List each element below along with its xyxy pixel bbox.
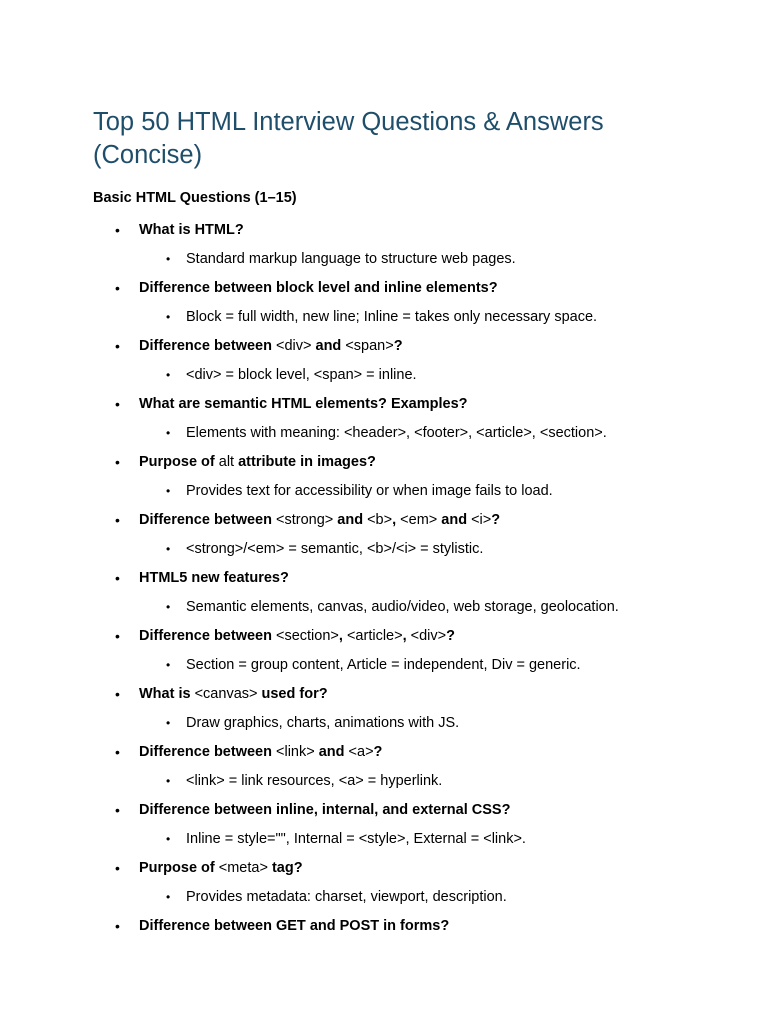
answer-item bbox=[139, 358, 708, 392]
bullet-icon: • bbox=[166, 368, 171, 382]
bullet-icon: • bbox=[115, 686, 120, 702]
question-item bbox=[93, 682, 708, 740]
bullet-icon: • bbox=[166, 716, 171, 730]
answer-text: Inline = style="", Internal = <style>, External = <link>. bbox=[186, 831, 526, 847]
bullet-icon: • bbox=[166, 774, 171, 788]
answer-item bbox=[139, 706, 708, 740]
question-segment: What is HTML? bbox=[139, 222, 244, 238]
bullet-icon: • bbox=[166, 252, 171, 266]
question-segment: alt bbox=[218, 454, 235, 470]
question-segment: <div> bbox=[410, 628, 447, 644]
bullet-icon: • bbox=[115, 802, 120, 818]
question-item bbox=[93, 798, 708, 856]
question-text bbox=[139, 276, 708, 300]
answer-list bbox=[139, 590, 708, 624]
bullet-icon: • bbox=[115, 628, 120, 644]
question-segment: , bbox=[392, 512, 401, 528]
question-segment: and bbox=[333, 512, 368, 528]
bullet-icon: • bbox=[115, 338, 120, 354]
question-segment: Purpose of bbox=[139, 860, 219, 876]
question-text bbox=[139, 566, 708, 590]
question-segment: What are semantic HTML elements? Examples? bbox=[139, 396, 468, 412]
bullet-icon: • bbox=[166, 310, 171, 324]
answer-text: <strong>/<em> = semantic, <b>/<i> = stylistic. bbox=[186, 541, 484, 557]
section-heading: Basic HTML Questions (1–15) bbox=[93, 190, 297, 206]
question-text bbox=[139, 392, 708, 416]
question-segment: ? bbox=[491, 512, 501, 528]
answer-item bbox=[139, 300, 708, 334]
question-segment: <a> bbox=[348, 744, 374, 760]
question-segment: <section> bbox=[276, 628, 339, 644]
question-text bbox=[139, 856, 708, 880]
question-segment: attribute in images? bbox=[234, 454, 376, 470]
answer-item bbox=[139, 648, 708, 682]
answer-text: Block = full width, new line; Inline = takes only necessary space. bbox=[186, 309, 598, 325]
question-text bbox=[139, 334, 708, 358]
bullet-icon: • bbox=[166, 426, 171, 440]
question-segment: Difference between bbox=[139, 628, 276, 644]
answer-item bbox=[139, 822, 708, 856]
question-item bbox=[93, 624, 708, 682]
question-segment: and bbox=[437, 512, 472, 528]
question-segment: <article> bbox=[346, 628, 403, 644]
question-segment: tag? bbox=[267, 860, 303, 876]
question-text bbox=[139, 914, 708, 938]
answer-item bbox=[139, 532, 708, 566]
question-segment: <meta> bbox=[218, 860, 268, 876]
answer-list bbox=[139, 764, 708, 798]
answer-text: <div> = block level, <span> = inline. bbox=[186, 367, 417, 383]
answer-list bbox=[139, 880, 708, 914]
answer-item bbox=[139, 474, 708, 508]
question-text bbox=[139, 624, 708, 648]
question-item bbox=[93, 392, 708, 450]
bullet-icon: • bbox=[115, 860, 120, 876]
answer-list bbox=[139, 358, 708, 392]
question-item bbox=[93, 218, 708, 276]
answer-item bbox=[139, 242, 708, 276]
answer-text: Standard markup language to structure web pages. bbox=[186, 251, 516, 267]
question-item bbox=[93, 334, 708, 392]
answer-list bbox=[139, 300, 708, 334]
bullet-icon: • bbox=[115, 744, 120, 760]
question-text bbox=[139, 218, 708, 242]
question-text bbox=[139, 740, 708, 764]
bullet-icon: • bbox=[115, 512, 120, 528]
answer-text: Provides text for accessibility or when image fails to load. bbox=[186, 483, 553, 499]
question-segment: What is bbox=[139, 686, 195, 702]
answer-text: Provides metadata: charset, viewport, description. bbox=[186, 889, 507, 905]
answer-text: Semantic elements, canvas, audio/video, web storage, geolocation. bbox=[186, 599, 619, 615]
question-segment: <canvas> bbox=[194, 686, 258, 702]
question-text bbox=[139, 798, 708, 822]
question-item bbox=[93, 276, 708, 334]
question-text bbox=[139, 682, 708, 706]
question-text bbox=[139, 450, 708, 474]
question-segment: ? bbox=[446, 628, 455, 644]
answer-item bbox=[139, 880, 708, 914]
answer-list bbox=[139, 706, 708, 740]
question-segment: and bbox=[311, 338, 346, 354]
bullet-icon: • bbox=[166, 600, 171, 614]
question-segment: <div> bbox=[276, 338, 312, 354]
bullet-icon: • bbox=[166, 658, 171, 672]
question-segment: HTML5 new features? bbox=[139, 570, 289, 586]
question-segment: Purpose of bbox=[139, 454, 219, 470]
answer-list bbox=[139, 822, 708, 856]
bullet-icon: • bbox=[115, 396, 120, 412]
question-segment: Difference between GET and POST in forms? bbox=[139, 918, 450, 934]
question-segment: Difference between inline, internal, and external CSS? bbox=[139, 802, 511, 818]
question-item bbox=[93, 914, 708, 938]
bullet-icon: • bbox=[115, 280, 120, 296]
bullet-icon: • bbox=[166, 542, 171, 556]
question-list bbox=[93, 218, 708, 938]
page-title: Top 50 HTML Interview Questions & Answers (Concise) bbox=[93, 108, 604, 169]
question-segment: Difference between bbox=[139, 512, 276, 528]
question-segment: Difference between bbox=[139, 338, 276, 354]
bullet-icon: • bbox=[166, 890, 171, 904]
bullet-icon: • bbox=[115, 454, 120, 470]
answer-list bbox=[139, 242, 708, 276]
question-item bbox=[93, 740, 708, 798]
answer-item bbox=[139, 416, 708, 450]
bullet-icon: • bbox=[115, 222, 120, 238]
question-segment: Difference between block level and inline elements? bbox=[139, 280, 498, 296]
question-segment: <strong> bbox=[276, 512, 334, 528]
answer-item bbox=[139, 590, 708, 624]
answer-item bbox=[139, 764, 708, 798]
answer-list bbox=[139, 532, 708, 566]
question-segment: <i> bbox=[471, 512, 492, 528]
question-text bbox=[139, 508, 708, 532]
question-segment: , bbox=[338, 628, 347, 644]
bullet-icon: • bbox=[166, 832, 171, 846]
question-segment: Difference between bbox=[139, 744, 276, 760]
question-segment: used for? bbox=[257, 686, 328, 702]
bullet-icon: • bbox=[166, 484, 171, 498]
question-segment: ? bbox=[373, 744, 383, 760]
question-segment: and bbox=[314, 744, 349, 760]
question-segment: ? bbox=[393, 338, 403, 354]
question-segment: <b> bbox=[367, 512, 393, 528]
answer-text: Section = group content, Article = independent, Div = generic. bbox=[186, 657, 581, 673]
question-item bbox=[93, 566, 708, 624]
question-item bbox=[93, 450, 708, 508]
question-segment: <span> bbox=[345, 338, 394, 354]
answer-list bbox=[139, 648, 708, 682]
question-item bbox=[93, 856, 708, 914]
question-item bbox=[93, 508, 708, 566]
bullet-icon: • bbox=[115, 918, 120, 934]
answer-text: <link> = link resources, <a> = hyperlink. bbox=[186, 773, 443, 789]
question-segment: , bbox=[402, 628, 411, 644]
answer-text: Draw graphics, charts, animations with JS. bbox=[186, 715, 460, 731]
answer-text: Elements with meaning: <header>, <footer>, <article>, <section>. bbox=[186, 425, 607, 441]
answer-list bbox=[139, 416, 708, 450]
question-segment: <link> bbox=[276, 744, 315, 760]
answer-list bbox=[139, 474, 708, 508]
bullet-icon: • bbox=[115, 570, 120, 586]
question-segment: <em> bbox=[400, 512, 438, 528]
